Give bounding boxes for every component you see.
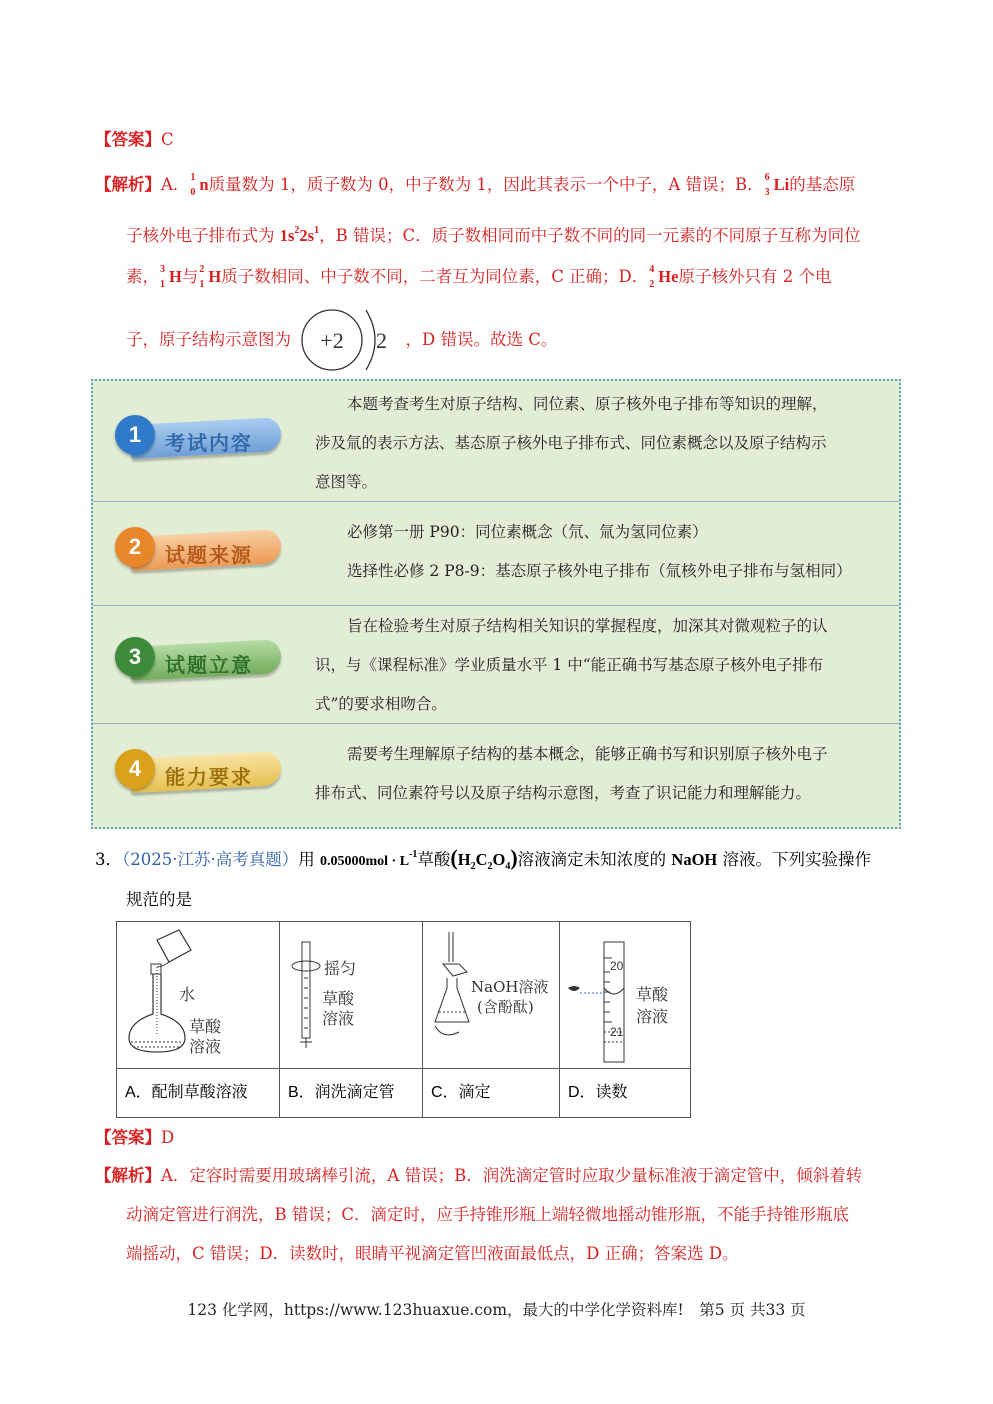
analysis-line-2: 子核外电子排布式为 $1s^22s^1$，B 错误；C．质子数相同而中子数不同的同一元素的不同原子互称为同位 (126, 225, 861, 245)
answer-value: C (161, 130, 174, 149)
option-a: A．配制草酸溶液 (117, 1069, 280, 1118)
analysis-tag: 【解析】 (95, 175, 161, 194)
svg-text:水: 水 (179, 985, 196, 1004)
answer-line-3: 【答案】D (95, 1128, 175, 1147)
analysis-info-box (91, 379, 901, 829)
info-row-1: 考试内容 1 本题考查考生对原子结构、同位素、原子核外电子排布等知识的理解， 涉及氚的表示方法、基态原子核外电子排布式、同位素概念以及原子结构示 意图等。 (93, 381, 899, 502)
svg-text:21: 21 (610, 1025, 624, 1039)
answer-tag: 【答案】 (95, 130, 161, 149)
diagram-shell: 2 (376, 328, 388, 353)
analysis-line-3: 素， 3 1 H与 2 1 H质子数相同、中子数不同，二者互为同位素，C 正确；D． 4 2 He原子核外只有 2 个电 (126, 264, 832, 290)
badge-question-source: 试题来源 2 (115, 527, 285, 571)
electron-config: $1s^22s^1$ (279, 225, 320, 245)
svg-text:溶液: 溶液 (322, 1009, 355, 1028)
analysis-line-1: 【解析】A． 1 0 n质量数为 1，质子数为 0，中子数为 1，因此其表示一个中子，A 错误；B． 6 3 Li的基态原 (95, 172, 856, 198)
svg-text:20: 20 (610, 959, 624, 973)
svg-text:溶液: 溶液 (636, 1007, 669, 1026)
atomic-structure-diagram (296, 328, 400, 352)
option-d: D．读数 (560, 1069, 691, 1118)
svg-text:草酸: 草酸 (189, 1017, 222, 1036)
deuterium-symbol: 2 1 H (199, 264, 222, 290)
figure-a (117, 922, 280, 1069)
option-c: C．滴定 (423, 1069, 560, 1118)
svg-text:(含酚酞): (含酚酞) (477, 998, 534, 1016)
svg-text:溶液: 溶液 (189, 1037, 222, 1056)
helium-symbol: 4 2 He (649, 264, 679, 290)
answer-line (95, 128, 174, 152)
options-table (116, 921, 691, 1118)
info-row-3: 试题立意 3 旨在检验考生对原子结构相关知识的掌握程度，加深其对微观粒子的认 识，与《课程标准》学业质量水平 1 中“能正确书写基态原子核外电子排布 式”的要求相吻合。 (93, 605, 899, 724)
figure-c (423, 922, 560, 1069)
svg-text:摇匀: 摇匀 (324, 959, 357, 978)
figure-b (280, 922, 423, 1069)
badge-ability-requirement: 能力要求 4 (115, 749, 285, 793)
analysis-line-4: 子，原子结构示意图为 +2 2 ，D 错误。故选 C。 (126, 328, 557, 352)
oxalic-formula: $(H_2C_2O_4)$ (450, 845, 518, 872)
info-row-4: 能力要求 4 需要考生理解原子结构的基本概念，能够正确书写和识别原子核外电子 排布式、同位素符号以及原子结构示意图，考查了识记能力和理解能力。 (93, 723, 899, 827)
concentration: $0.05000mol \cdot L^{-1}$ (319, 849, 418, 869)
question-3-stem: 3．（2025·江苏·高考真题）用 $0.05000mol \cdot L^{-1}$草酸$(H_2C_2O_4)$溶液滴定未知浓度的 NaOH 溶液。下列实验操作 (95, 845, 871, 872)
answer-value-3: D (161, 1128, 175, 1147)
question-3-stem-line2: 规范的是 (126, 890, 192, 909)
analysis-3-line-2: 动滴定管进行润洗，B 错误；C．滴定时，应手持锥形瓶上端轻微地摇动锥形瓶，不能手持锥形瓶底 (126, 1205, 849, 1224)
tritium-symbol: 3 1 H (160, 264, 182, 290)
lithium-symbol: 6 3 Li (764, 172, 790, 198)
option-b: B．润洗滴定管 (280, 1069, 423, 1118)
badge-question-intent: 试题立意 3 (115, 637, 285, 681)
analysis-3-line-1: 【解析】A．定容时需要用玻璃棒引流，A 错误；B．润洗滴定管时应取少量标准液于滴定管中，倾斜着转 (95, 1166, 863, 1185)
svg-text:草酸: 草酸 (322, 989, 355, 1008)
question-source: （2025·江苏·高考真题） (122, 850, 299, 869)
naoh-formula: NaOH (671, 850, 718, 869)
figure-d (560, 922, 691, 1069)
info-row-2: 试题来源 2 必修第一册 P90：同位素概念（氘、氚为氢同位素） 选择性必修 2 P8-9：基态原子核外电子排布（氚核外电子排布与氢相同） (93, 501, 899, 606)
svg-text:草酸: 草酸 (636, 985, 669, 1004)
svg-text:NaOH溶液: NaOH溶液 (471, 978, 549, 996)
badge-exam-content: 考试内容 1 (115, 415, 285, 459)
page-footer: 123 化学网，https://www.123huaxue.com，最大的中学化学资料库! 第5 页 共33 页 (187, 1301, 806, 1319)
neutron-symbol: 1 0 n (190, 172, 209, 198)
analysis-3-line-3: 端摇动，C 错误；D．读数时，眼睛平视滴定管凹液面最低点，D 正确；答案选 D。 (126, 1244, 739, 1263)
diagram-nucleus: +2 (320, 328, 344, 353)
